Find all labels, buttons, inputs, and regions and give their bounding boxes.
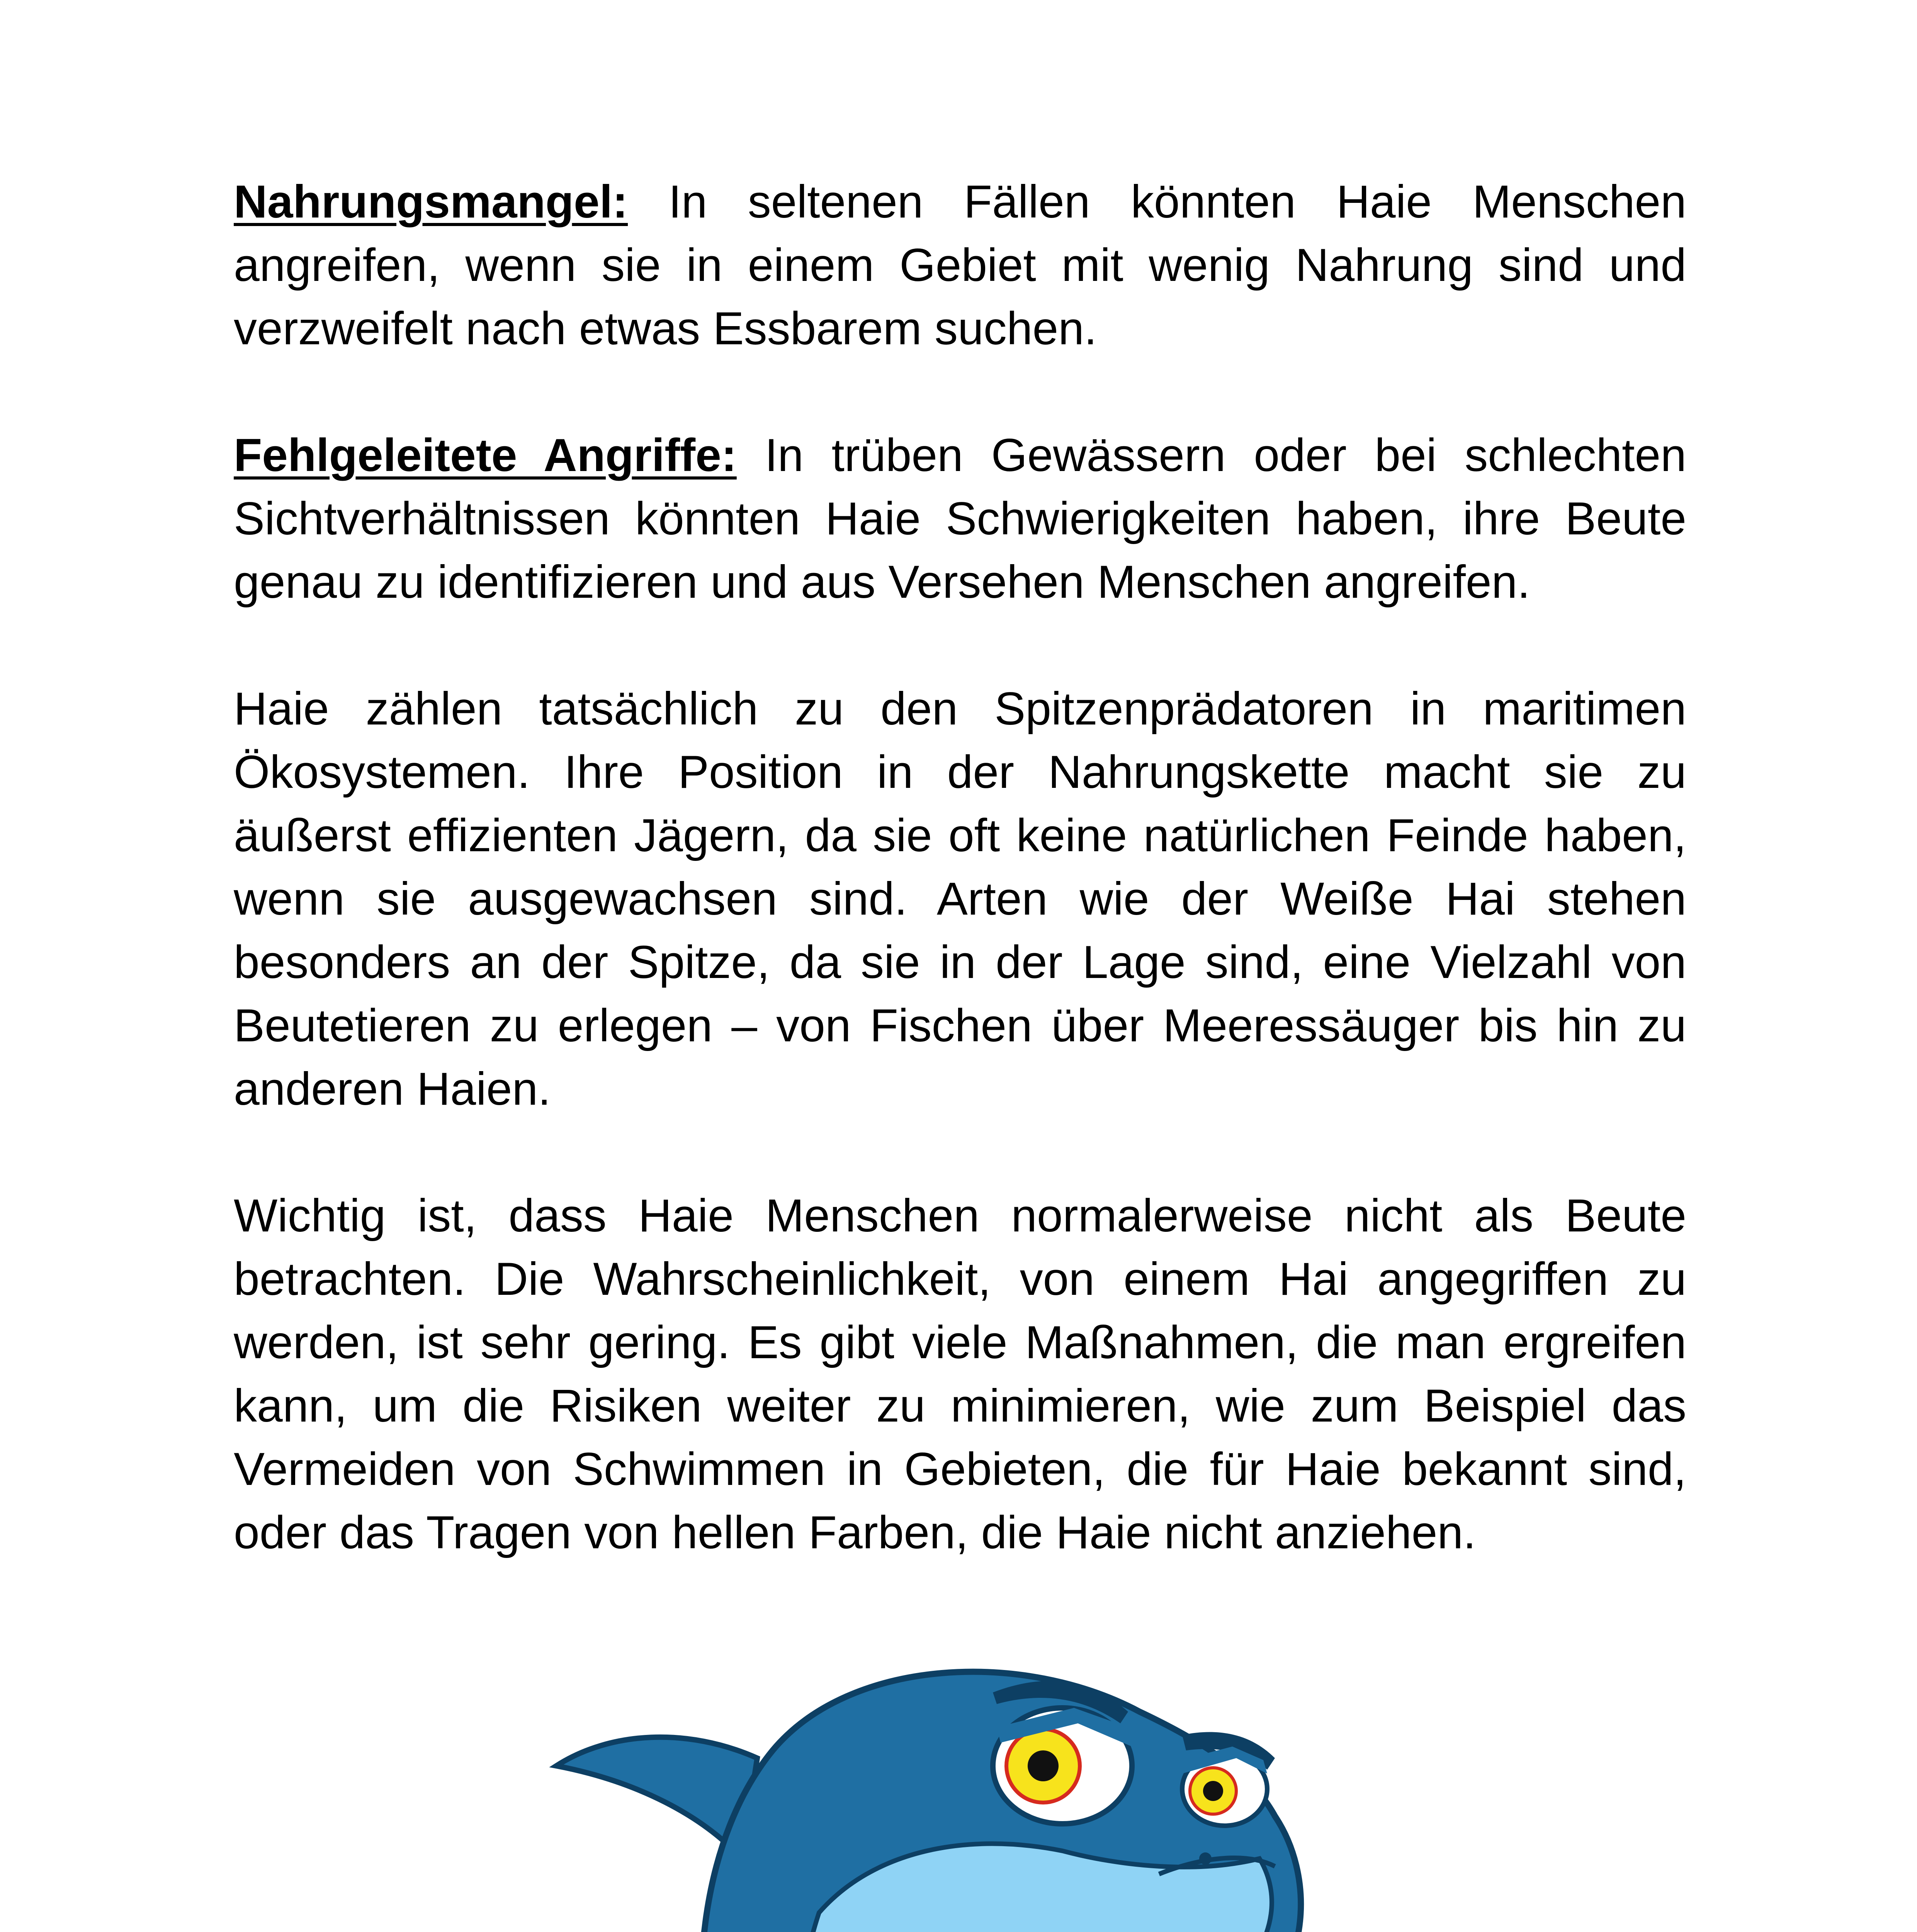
paragraph-spitzenpraedatoren: Haie zählen tatsächlich zu den Spitzenprädatoren in maritimen Ökosystemen. Ihre Position in der Nahrungskette macht sie zu äußerst effizienten Jägern, da sie oft keine natürlichen Feinde haben, wenn sie ausgewachsen sind. Arten wie der Weiße Hai stehen besonders an der Spitze, da sie in der Lage sind, eine Vielzahl von Beutetieren zu erlegen – von Fischen über Meeressäuger bis hin zu anderen Haien. bbox=[234, 683, 1686, 1115]
body-text bbox=[234, 170, 1686, 1628]
paragraph-risiken: Wichtig ist, dass Haie Menschen normalerweise nicht als Beute betrachten. Die Wahrscheinlichkeit, von einem Hai angegriffen zu werden, ist sehr gering. Es gibt viele Maßnahmen, die man ergreifen kann, um die Risiken weiter zu minimieren, wie zum Beispiel das Vermeiden von Schwimmen in Gebieten, die für Haie bekannt sind, oder das Tragen von hellen Farben, die Haie nicht anziehen. bbox=[234, 1190, 1686, 1558]
paragraph-nahrungsmangel bbox=[234, 170, 1686, 360]
paragraph-text: In trüben Gewässern oder bei schlechten Sichtverhältnissen könnten Haie Schwierigkeiten haben, ihre Beute genau zu identifizieren und aus Versehen Menschen angreifen. bbox=[234, 429, 1686, 608]
angry-cartoon-shark-icon bbox=[541, 1565, 1391, 1932]
left-eye bbox=[993, 1708, 1132, 1824]
right-eye bbox=[1180, 1747, 1267, 1826]
term-heading: Fehlgeleitete Angriffe: bbox=[234, 429, 737, 481]
paragraph-fehlgeleitete-angriffe bbox=[234, 423, 1686, 614]
nostril bbox=[1199, 1852, 1212, 1865]
term-heading: Nahrungsmangel: bbox=[234, 176, 628, 228]
paragraph-text: In seltenen Fällen könnten Haie Menschen angreifen, wenn sie in einem Gebiet mit wenig Nahrung sind und verzweifelt nach etwas Essbarem suchen. bbox=[234, 176, 1686, 354]
